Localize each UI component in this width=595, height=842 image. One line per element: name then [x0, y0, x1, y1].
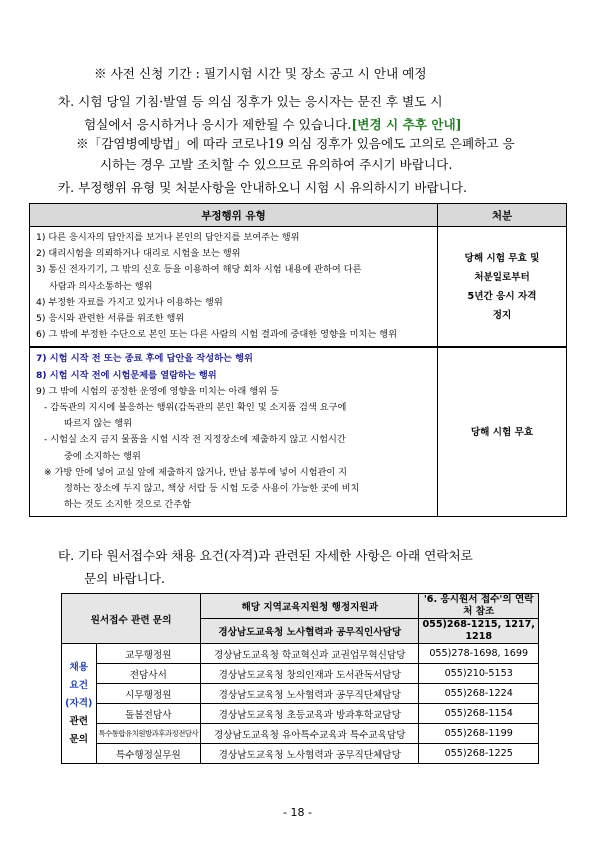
department: 경상남도교육청 노사협력과 공무직단체담당: [201, 744, 419, 764]
table-row: [62, 644, 539, 664]
category-line: 요건: [69, 679, 89, 691]
header-provincial-office: 경상남도교육청 노사협력과 공무직인사담당: [201, 619, 419, 644]
department: 경상남도교육청 창의인재과 도서관독서담당: [201, 664, 419, 684]
list-item: 7) 시험 시작 전 또는 종료 후에 답안을 작성하는 행위: [36, 353, 253, 365]
category-line: (자격): [65, 697, 93, 709]
header-contact-reference: '6. 응시원서 접수'의 연락처 참조: [419, 594, 539, 619]
note-infection-line1: ※「감염병예방법」에 따라 코로나19 의심 징후가 있음에도 고의로 은폐하고 응: [76, 136, 515, 151]
list-item: 8) 시험 시작 전에 시험문제를 열람하는 행위: [36, 369, 217, 381]
department: 경상남도교육청 유아특수교육과 특수교육담당: [201, 724, 419, 744]
item-cha-line2: [84, 117, 462, 133]
item-ta-line1: 타. 기타 원서접수와 채용 요건(자격)과 관련된 자세한 사항은 아래 연락처로: [58, 548, 473, 563]
header-misconduct-type: 부정행위 유형: [30, 204, 438, 227]
item-ka: 카. 부정행위 유형 및 처분사항을 안내하오니 시험 시 유의하시기 바랍니다.: [58, 180, 468, 195]
page-number: - 18 -: [283, 806, 312, 819]
category-requirement-inquiry: [62, 644, 97, 764]
misconduct-table: [29, 203, 567, 517]
list-item: - 감독관의 지시에 불응하는 행위(감독관의 본인 확인 및 소지품 검색 요구에: [44, 402, 347, 414]
list-item: - 시험실 소지 금지 물품을 시험 시작 전 지정장소에 제출하지 않고 시험시간: [44, 434, 346, 446]
item-ta-line2: 문의 바랍니다.: [84, 571, 165, 586]
misconduct-group-1: [30, 227, 567, 348]
list-item: 정하는 장소에 두지 않고, 책상 서랍 등 시험 도중 사용이 가능한 곳에 비치: [64, 483, 360, 495]
job-title: 전담사서: [96, 664, 201, 684]
item-cha-line1: 차. 시험 당일 기침·발열 등 의심 징후가 있는 응시자는 문진 후 별도 시: [58, 94, 443, 109]
phone: 055)268-1199: [419, 724, 539, 744]
header-application-inquiry: 원서접수 관련 문의: [62, 594, 201, 644]
list-item: 2) 대리시험을 의뢰하거나 대리로 시험을 보는 행위: [36, 248, 241, 260]
category-line: 관련: [69, 715, 89, 727]
list-item: ※ 가방 안에 넣어 교실 앞에 제출하지 않거나, 반납 봉투에 넣어 시험관이 지: [44, 466, 348, 478]
header-penalty: 처분: [438, 204, 567, 227]
table-row: [62, 704, 539, 724]
phone: 055)278-1698, 1699: [419, 644, 539, 664]
list-item: 따르지 않는 행위: [64, 418, 132, 430]
list-item: 3) 통신 전자기기, 그 밖의 신호 등을 이용하여 해당 회차 시험 내용에 관하여 다른: [36, 264, 362, 276]
penalty-line: 당해 시험 무효 및: [464, 252, 540, 264]
list-item: 1) 다른 응시자의 답안지를 보거나 본인의 답안지를 보여주는 행위: [36, 232, 300, 243]
penalty-group-2: 당해 시험 무효: [438, 347, 567, 517]
job-title: 시무행정원: [96, 684, 201, 704]
job-title: 특수통합유치원방과후과정전담사: [96, 724, 201, 744]
penalty-line: 처분일로부터: [474, 271, 530, 283]
list-item: 중에 소지하는 행위: [64, 450, 141, 462]
department: 경상남도교육청 학교혁신과 교권업무혁신담당: [201, 644, 419, 664]
change-notice-highlight: [변경 시 추후 안내]: [351, 117, 462, 132]
item-cha-line2-text: 험실에서 응시하거나 응시가 제한될 수 있습니다.: [84, 117, 352, 132]
note-application-period: ※ 사전 신청 기간 : 필기시험 시간 및 장소 공고 시 안내 예정: [94, 66, 427, 81]
header-regional-office: 해당 지역교육지원청 행정지원과: [201, 594, 419, 619]
category-line: 채용: [69, 661, 89, 673]
list-item: 하는 것도 소지한 것으로 간주함: [64, 499, 192, 511]
job-title: 특수행정실무원: [96, 744, 201, 764]
header-provincial-phone: 055)268-1215, 1217, 1218: [419, 619, 539, 644]
table-row: [62, 664, 539, 684]
list-item: 5) 응시와 관련한 서류를 위조한 행위: [36, 313, 185, 325]
job-title: 교무행정원: [96, 644, 201, 664]
penalty-line: 5년간 응시 자격: [467, 290, 537, 302]
phone: 055)268-1154: [419, 704, 539, 724]
contact-table: [61, 593, 539, 764]
department: 경상남도교육청 초등교육과 방과후학교담당: [201, 704, 419, 724]
phone: 055)268-1225: [419, 744, 539, 764]
category-line: 문의: [69, 733, 89, 745]
misconduct-group-2: [30, 347, 567, 517]
job-title: 돌봄전담사: [96, 704, 201, 724]
phone: 055)268-1224: [419, 684, 539, 704]
misconduct-group-2-items: [30, 347, 438, 517]
table-row: [62, 724, 539, 744]
misconduct-group-1-items: [30, 227, 438, 348]
penalty-line: 정지: [492, 309, 512, 321]
list-item: 6) 그 밖에 부정한 수단으로 본인 또는 다른 사람의 시험 결과에 중대한 영향을 미치는 행위: [36, 329, 397, 341]
table-row: [62, 744, 539, 764]
phone: 055)210-5153: [419, 664, 539, 684]
list-item: 사람과 의사소통하는 행위: [49, 280, 153, 292]
penalty-group-1: [438, 227, 567, 348]
misconduct-table-header: [30, 204, 567, 227]
list-item: 4) 부정한 자료를 가지고 있거나 이용하는 행위: [36, 296, 223, 308]
department: 경상남도교육청 노사협력과 공무직단체담당: [201, 684, 419, 704]
note-infection-line2: 시하는 경우 고발 조치할 수 있으므로 유의하여 주시기 바랍니다.: [100, 157, 453, 172]
table-row: [62, 684, 539, 704]
list-item: 9) 그 밖에 시험의 공정한 운영에 영향을 미치는 아래 행위 등: [36, 385, 279, 397]
